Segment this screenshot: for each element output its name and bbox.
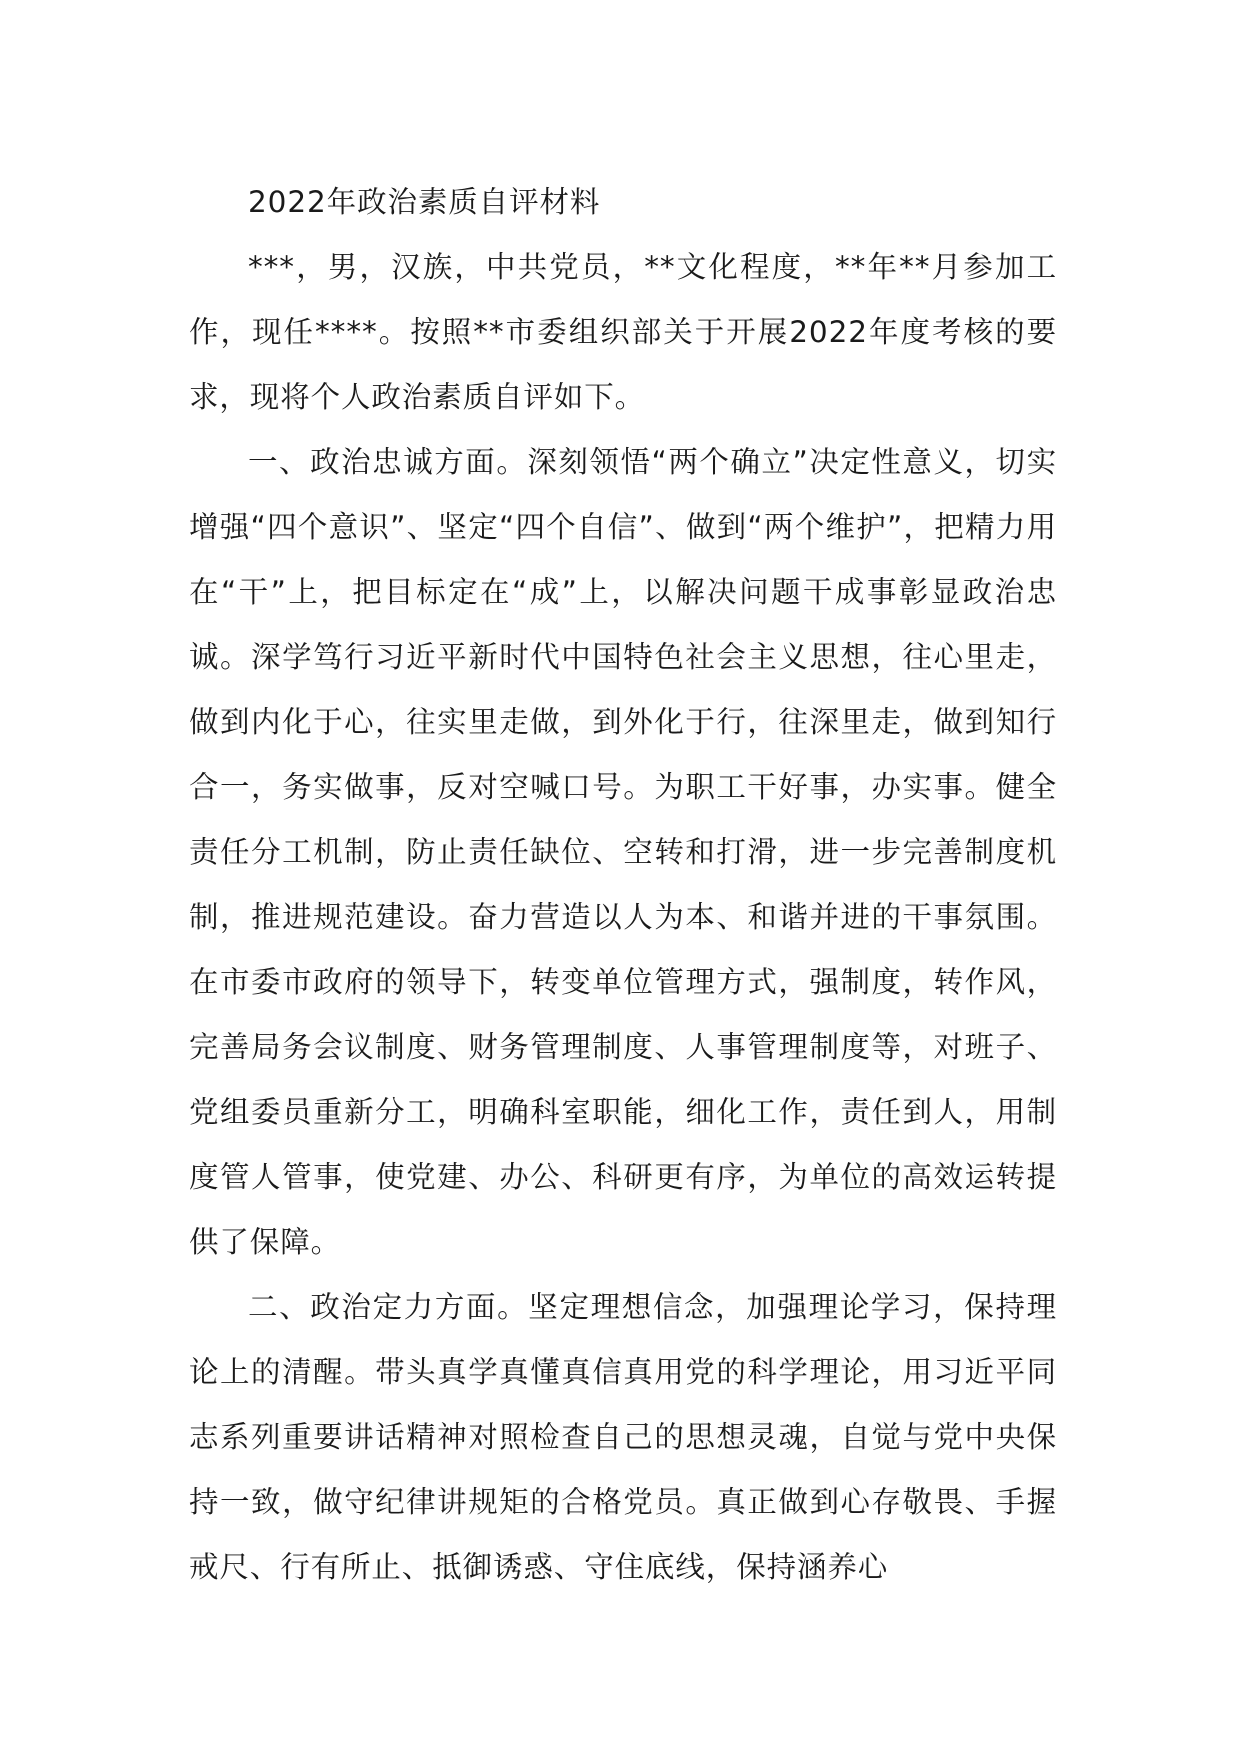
document-title: 2022年政治素质自评材料 — [248, 185, 601, 219]
document-body — [189, 170, 1057, 1600]
paragraph-intro: ***，男，汉族，中共党员，**文化程度，**年**月参加工作，现任****。按照**市委组织部关于开展2022年度考核的要求，现将个人政治素质自评如下。 — [189, 250, 1057, 414]
paragraph-political-determination: 二、政治定力方面。坚定理想信念，加强理论学习，保持理论上的清醒。带头真学真懂真信真用党的科学理论，用习近平同志系列重要讲话精神对照检查自己的思想灵魂，自觉与党中央保持一致，做守纪律讲规矩的合格党员。真正做到心存敬畏、手握戒尺、行有所止、抵御诱惑、守住底线，保持涵养心 — [189, 1290, 1057, 1584]
paragraph-political-loyalty: 一、政治忠诚方面。深刻领悟“两个确立”决定性意义，切实增强“四个意识”、坚定“四个自信”、做到“两个维护”，把精力用在“干”上，把目标定在“成”上，以解决问题干成事彰显政治忠诚。深学笃行习近平新时代中国特色社会主义思想，往心里走，做到内化于心，往实里走做，到外化于行，往深里走，做到知行合一，务实做事，反对空喊口号。为职工干好事，办实事。健全责任分工机制，防止责任缺位、空转和打滑，进一步完善制度机制，推进规范建设。奋力营造以人为本、和谐并进的干事氛围。在市委市政府的领导下，转变单位管理方式，强制度，转作风，完善局务会议制度、财务管理制度、人事管理制度等，对班子、党组委员重新分工，明确科室职能，细化工作，责任到人，用制度管人管事，使党建、办公、科研更有序，为单位的高效运转提供了保障。 — [189, 445, 1057, 1259]
